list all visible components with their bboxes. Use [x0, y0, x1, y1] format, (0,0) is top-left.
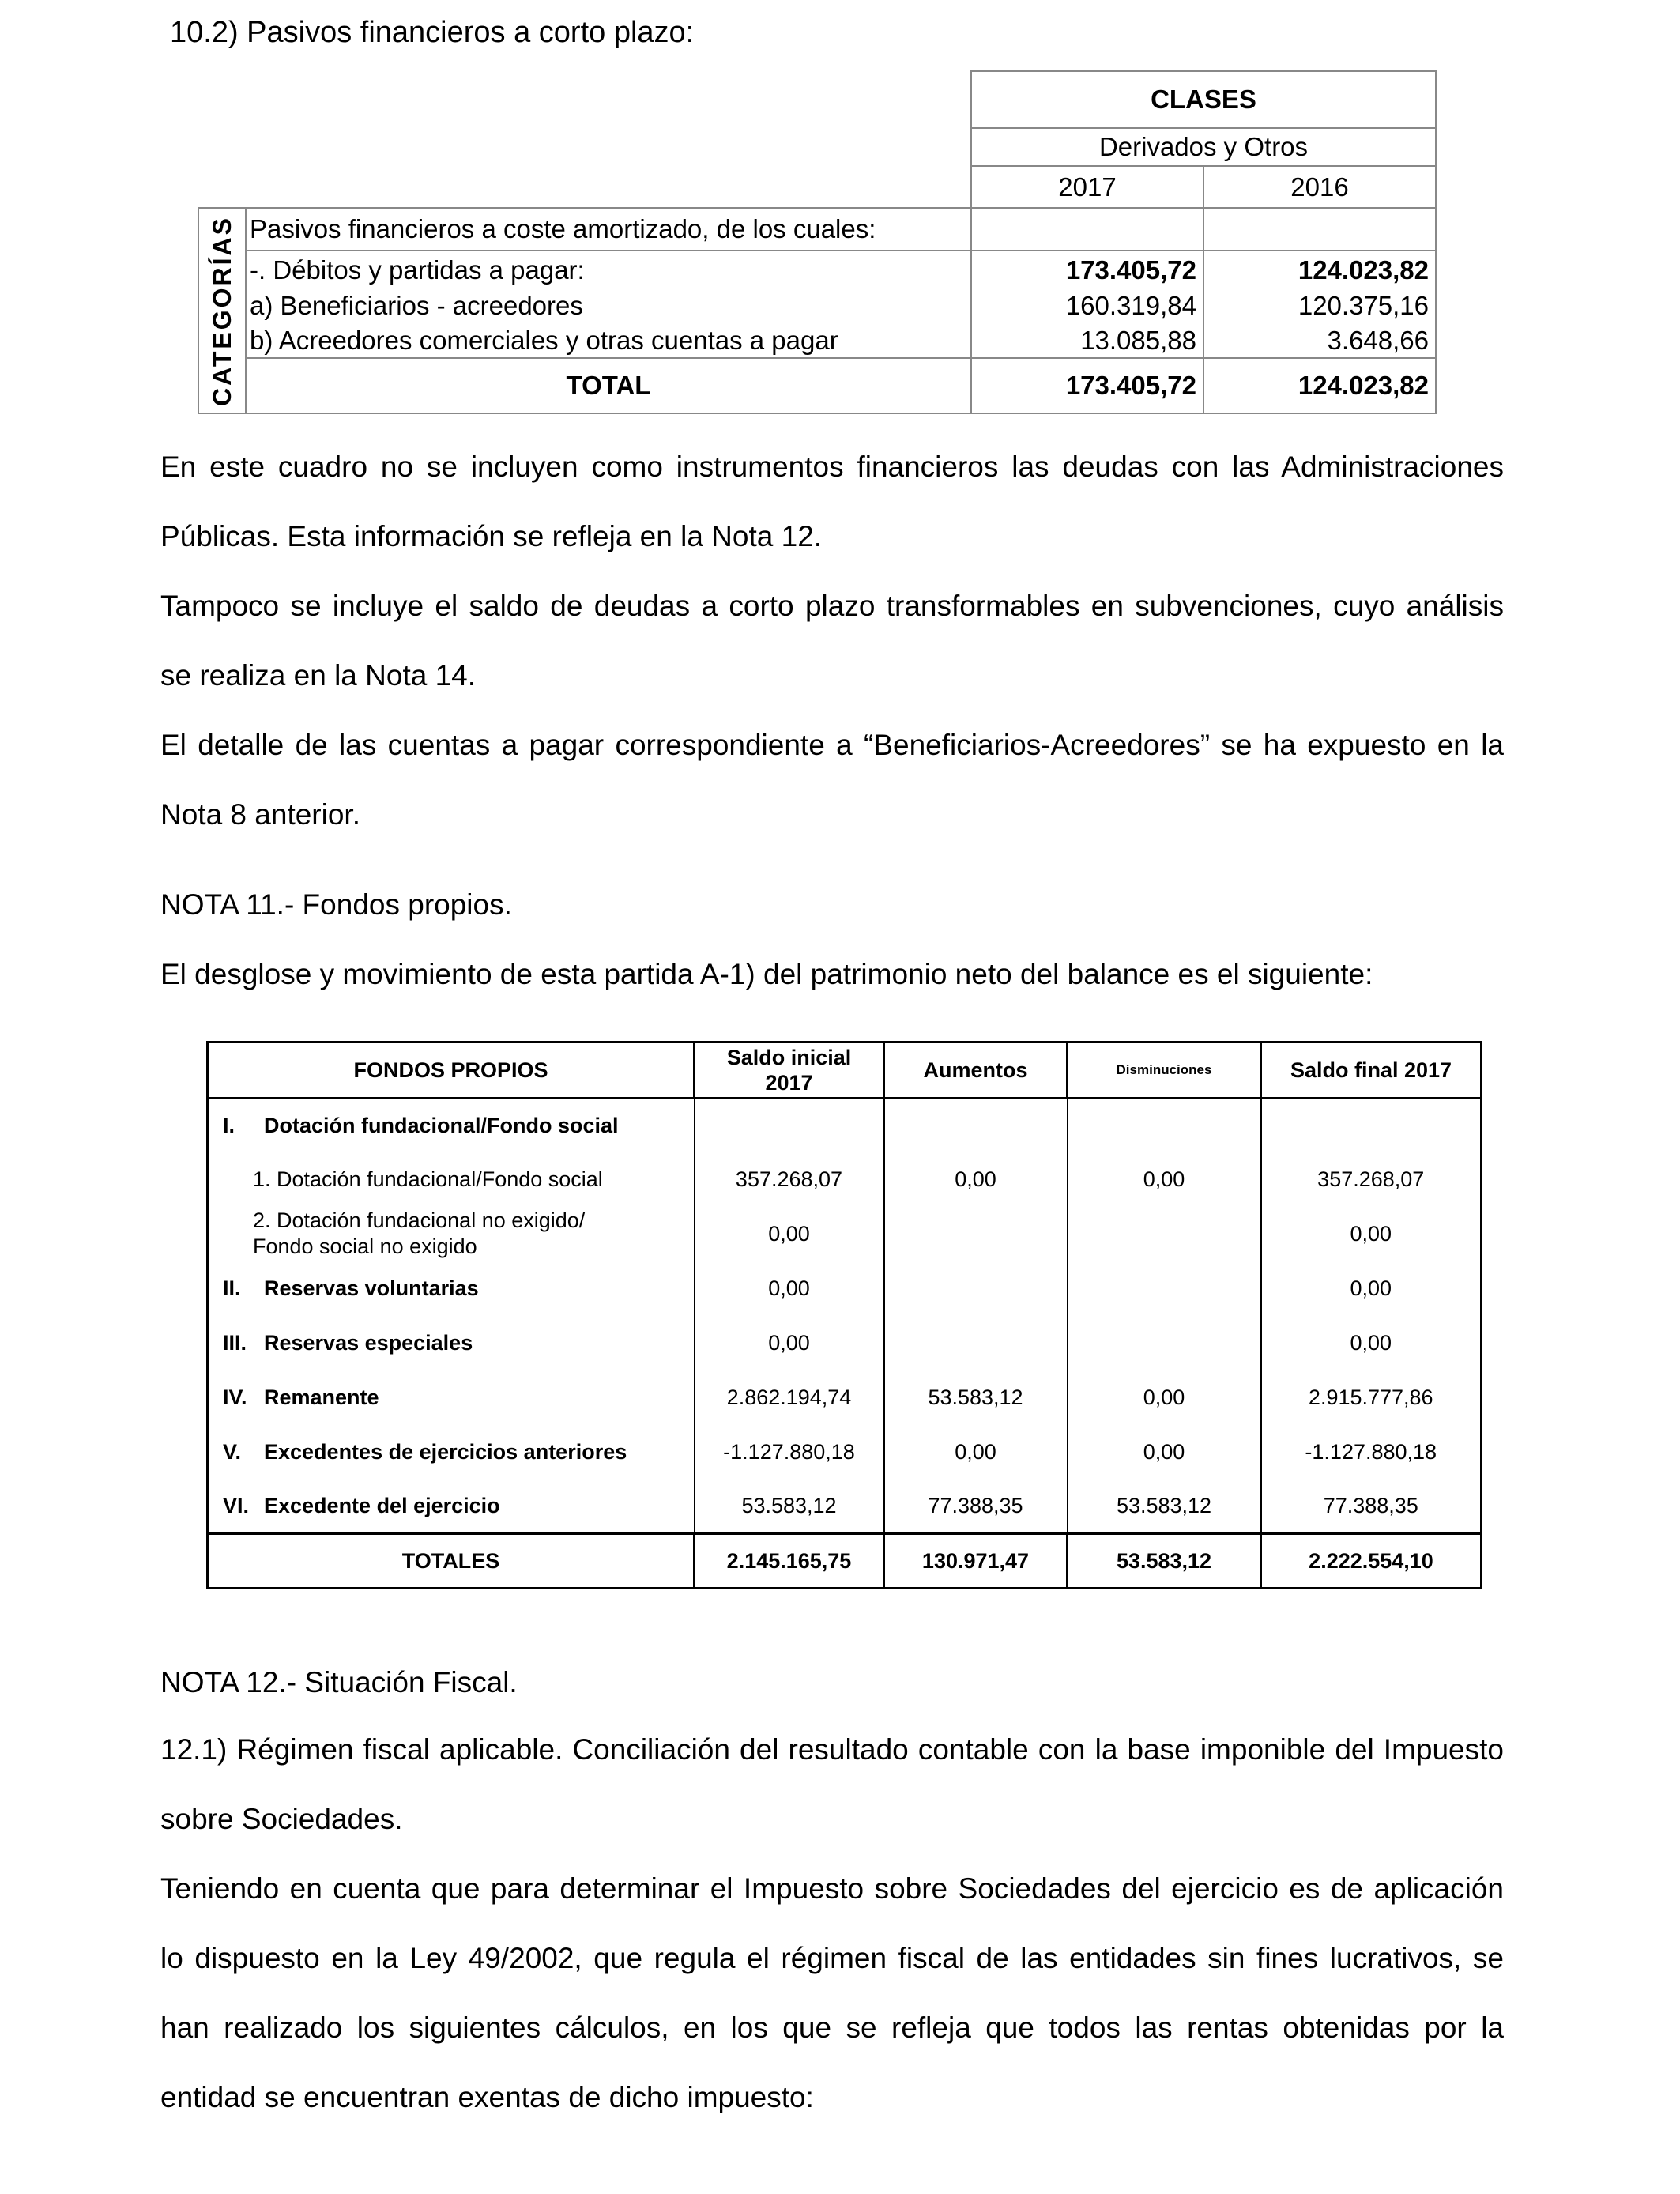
table-cell-aum: 53.583,12	[884, 1370, 1068, 1425]
row-label-cell	[208, 1152, 695, 1207]
total-2017: 173.405,72	[971, 358, 1203, 413]
row-label: Excedentes de ejercicios anteriores	[264, 1439, 627, 1464]
table-row-label: Pasivos financieros a coste amortizado, de los cuales:	[246, 208, 971, 251]
row-number: VI.	[223, 1493, 250, 1517]
table-cell: 160.319,84	[971, 288, 1203, 323]
row-label: 1. Dotación fundacional/Fondo social	[253, 1167, 603, 1191]
table-cell-aum: 0,00	[884, 1425, 1068, 1480]
totals-label: TOTALES	[208, 1534, 695, 1589]
text-line: Tampoco se incluye el saldo de deudas a corto plazo transformables en subvenciones, cuyo análisis	[160, 590, 1504, 622]
totals-aumentos: 130.971,47	[884, 1534, 1068, 1589]
table-row	[208, 1316, 1482, 1370]
row-number: I.	[223, 1113, 235, 1137]
table-cell-aum	[884, 1261, 1068, 1316]
row-label: 2. Dotación fundacional no exigido/ Fondo social no exigido	[253, 1208, 586, 1258]
year-2016-header: 2016	[1203, 166, 1436, 208]
table-cell-dis: 53.583,12	[1068, 1480, 1261, 1534]
table-cell-dis: 0,00	[1068, 1152, 1261, 1207]
totals-disminuciones: 53.583,12	[1068, 1534, 1261, 1589]
table-cell-ini: 2.862.194,74	[695, 1370, 884, 1425]
row-label: Reservas especiales	[264, 1330, 473, 1355]
row-label-cell	[208, 1316, 695, 1370]
table-row-label: a) Beneficiarios - acreedores	[246, 288, 971, 323]
text-line: El detalle de las cuentas a pagar correspondiente a “Beneficiarios-Acreedores” se ha expuesto en la	[160, 729, 1504, 761]
table-cell: 120.375,16	[1203, 288, 1436, 323]
text-line: lo dispuesto en la Ley 49/2002, que regula el régimen fiscal de las entidades sin fines lucrativos, se	[160, 1942, 1504, 1974]
table-cell-fin: 0,00	[1261, 1261, 1482, 1316]
nota-11-intro: El desglose y movimiento de esta partida A-1) del patrimonio neto del balance es el siguiente:	[160, 958, 1373, 990]
table-cell-dis: 0,00	[1068, 1370, 1261, 1425]
derivados-header: Derivados y Otros	[971, 128, 1436, 166]
categorias-side-label: CATEGORÍAS	[198, 208, 246, 413]
table-cell-fin: -1.127.880,18	[1261, 1425, 1482, 1480]
table-cell-ini: 357.268,07	[695, 1152, 884, 1207]
text-line: 12.1) Régimen fiscal aplicable. Conciliación del resultado contable con la base imponible del Impuesto	[160, 1733, 1504, 1766]
table-cell-dis	[1068, 1099, 1261, 1152]
table-cell-ini: 0,00	[695, 1316, 884, 1370]
paragraph-beneficiarios	[160, 711, 1504, 850]
text-line: sobre Sociedades.	[160, 1803, 403, 1835]
table-cell-aum: 0,00	[884, 1152, 1068, 1207]
table-cell-ini	[695, 1099, 884, 1152]
row-label-cell	[208, 1261, 695, 1316]
row-number: II.	[223, 1276, 241, 1300]
fondos-propios-table	[206, 1041, 1482, 1589]
table-cell-ini: 53.583,12	[695, 1480, 884, 1534]
table-cell-ini: 0,00	[695, 1261, 884, 1316]
paragraph-subvenciones	[160, 571, 1504, 711]
table-cell-ini: -1.127.880,18	[695, 1425, 884, 1480]
row-label: Reservas voluntarias	[264, 1276, 479, 1300]
header-fondos-propios: FONDOS PROPIOS	[208, 1042, 695, 1099]
nota-12-title: NOTA 12.- Situación Fiscal.	[160, 1666, 518, 1698]
table-cell: 124.023,82	[1203, 251, 1436, 288]
text-line: Nota 8 anterior.	[160, 798, 360, 831]
nota-11-title: NOTA 11.- Fondos propios.	[160, 888, 512, 921]
table-row-label: -. Débitos y partidas a pagar:	[246, 251, 971, 288]
table-row	[208, 1099, 1482, 1152]
table-cell	[971, 208, 1203, 251]
table-cell-dis: 0,00	[1068, 1425, 1261, 1480]
totals-saldo-final: 2.222.554,10	[1261, 1534, 1482, 1589]
header-disminuciones: Disminuciones	[1068, 1042, 1261, 1099]
paragraph-ley-49-2002	[160, 1854, 1504, 2132]
table-cell: 173.405,72	[971, 251, 1203, 288]
table-cell-fin: 0,00	[1261, 1207, 1482, 1261]
row-label-cell	[208, 1207, 695, 1261]
table-cell	[1203, 208, 1436, 251]
table-cell: 13.085,88	[971, 323, 1203, 358]
table-cell-fin: 2.915.777,86	[1261, 1370, 1482, 1425]
table-cell-fin: 0,00	[1261, 1316, 1482, 1370]
table-cell-fin: 77.388,35	[1261, 1480, 1482, 1534]
text-line: En este cuadro no se incluyen como instrumentos financieros las deudas con las Administraciones	[160, 450, 1504, 483]
header-aumentos: Aumentos	[884, 1042, 1068, 1099]
table-row	[208, 1261, 1482, 1316]
table-cell-fin: 357.268,07	[1261, 1152, 1482, 1207]
table-cell-aum: 77.388,35	[884, 1480, 1068, 1534]
header-saldo-final: Saldo final 2017	[1261, 1042, 1482, 1099]
row-number: III.	[223, 1330, 247, 1355]
table-row	[208, 1370, 1482, 1425]
table-cell-aum	[884, 1099, 1068, 1152]
row-label: Dotación fundacional/Fondo social	[264, 1113, 619, 1137]
row-number: V.	[223, 1439, 242, 1464]
table-row	[208, 1152, 1482, 1207]
row-label: Excedente del ejercicio	[264, 1493, 500, 1517]
table-cell-dis	[1068, 1207, 1261, 1261]
table-cell: 3.648,66	[1203, 323, 1436, 358]
table-row-label: b) Acreedores comerciales y otras cuentas a pagar	[246, 323, 971, 358]
year-2017-header: 2017	[971, 166, 1203, 208]
paragraph-regimen-fiscal	[160, 1715, 1504, 1854]
header-saldo-inicial: Saldo inicial 2017	[695, 1042, 884, 1099]
paragraph-administraciones	[160, 432, 1504, 571]
total-label: TOTAL	[246, 358, 971, 413]
total-2016: 124.023,82	[1203, 358, 1436, 413]
row-label-cell	[208, 1370, 695, 1425]
table-cell-fin	[1261, 1099, 1482, 1152]
table-cell-ini: 0,00	[695, 1207, 884, 1261]
text-line: entidad se encuentran exentas de dicho impuesto:	[160, 2081, 814, 2113]
row-label-cell	[208, 1480, 695, 1534]
clases-header: CLASES	[971, 71, 1436, 128]
section-10-2-title: 10.2) Pasivos financieros a corto plazo:	[170, 16, 695, 49]
row-label: Remanente	[264, 1385, 379, 1409]
text-line: han realizado los siguientes cálculos, en los que se refleja que todos las rentas obtenidas por la	[160, 2011, 1504, 2044]
totals-saldo-inicial: 2.145.165,75	[695, 1534, 884, 1589]
table-cell-aum	[884, 1207, 1068, 1261]
table-cell-dis	[1068, 1316, 1261, 1370]
text-line: se realiza en la Nota 14.	[160, 659, 477, 692]
table-cell-aum	[884, 1316, 1068, 1370]
row-label-cell	[208, 1425, 695, 1480]
text-line: Teniendo en cuenta que para determinar el Impuesto sobre Sociedades del ejercicio es de aplicación	[160, 1872, 1504, 1905]
table-row	[208, 1207, 1482, 1261]
pasivos-financieros-table	[198, 70, 1437, 414]
table-cell-dis	[1068, 1261, 1261, 1316]
table-row	[208, 1480, 1482, 1534]
row-number: IV.	[223, 1385, 247, 1409]
table-row	[208, 1425, 1482, 1480]
row-label-cell	[208, 1099, 695, 1152]
text-line: Públicas. Esta información se refleja en la Nota 12.	[160, 520, 823, 552]
